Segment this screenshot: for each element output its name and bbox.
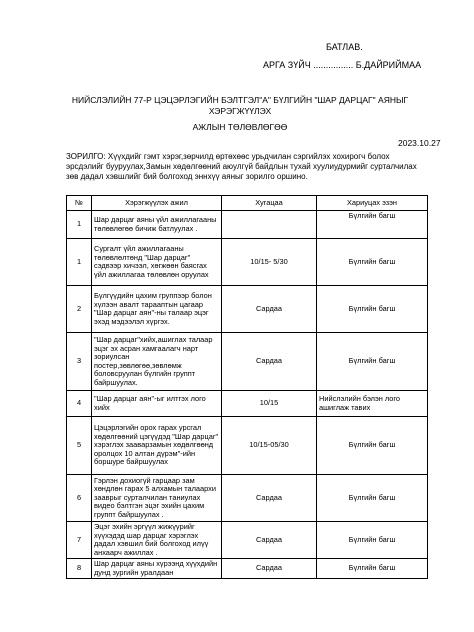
header-due: Хугацаа [222,196,317,211]
row-activity: Цэцэрлэгийн орох гарах урсгал хөдөлгөөний цэгүүдэд "Шар дарцаг" хэрэглэх зааварзамын хөдөлгөөнд оролцох 10 алтан дүрэм"-ийн боршуре байршуулах [92,417,222,475]
table-row [67,522,428,559]
row-number: 3 [67,333,92,391]
goal-paragraph: ЗОРИЛГО: Хүүхдийг гэмт хэрэг,зөрчилд өртөхөөс урьдчилан сэргийлэх хохирогч болох эрсдэлийг бууруулах,Замын хөдөлгөөний аюулгүй байдлын тухай хуулиудурмийг сурталчилах зөв дадал хэвшлийг бий болгоход эннхүү аяныг зорилго оршино. [66,152,417,181]
row-activity: Гэрлэн дохиогүй гарцаар зам хөндлөн гарах 5 алхамын талаархи зааврыг сурталчилан таниулах видео бэлтгэн эцэг эхийн цахим группт байршуулах . [92,475,222,522]
plan-table [66,195,428,579]
table-row [67,417,428,475]
row-due: Сардаа [222,475,317,522]
row-due: 10/15-05/30 [222,417,317,475]
row-activity: "Шар дарцаг"хийх,ашиглах талаар эцэг эх асран хамгаалагч нарт зориулсан постер,зөвлөгөө,зөвлөмж боловсруулан бүлгийн группт байршуулах. [92,333,222,391]
row-activity: "Шар дарцаг аян"-ыг илтгэх лого хийх [92,391,222,417]
row-responsible: Нийслэлийн бэлэн лого ашиглаж тавих [317,391,428,417]
row-number: 1 [67,211,92,239]
row-number: 8 [67,559,92,579]
table-row [67,211,428,239]
row-responsible: Бүлгийн багш [317,286,428,333]
row-number: 5 [67,417,92,475]
row-due [222,211,317,239]
table-row [67,559,428,579]
header-responsible: Хариуцах эзэн [317,196,428,211]
row-responsible: Бүлгийн багш [317,239,428,286]
document-subtitle: АЖЛЫН ТӨЛӨВЛӨГӨӨ [192,122,288,132]
row-number: 2 [67,286,92,333]
row-due: 10/15 [222,391,317,417]
row-responsible: Бүлгийн багш [317,559,428,579]
row-number: 4 [67,391,92,417]
row-responsible: Бүлгийн багш [317,417,428,475]
header-activity: Хэрэгжүүлэх ажил [92,196,222,211]
table-row [67,475,428,522]
signatory-line: АРГА ЗҮЙЧ ................ Б.ДАЙРИЙМАА [263,60,422,70]
row-due: 10/15- 5/30 [222,239,317,286]
row-number: 7 [67,522,92,559]
table-row [67,286,428,333]
row-responsible: Бүлгийн багш [317,211,428,239]
row-due: Сардаа [222,333,317,391]
row-due: Сардаа [222,559,317,579]
row-activity: Сургалт үйл ажиллагааны төлөвлөлтөнд "Шар дарцаг" сэдвээр хичээл, хөгжөөн баясгах үйл ажиллагаа төлөвлөн оруулах [92,239,222,286]
header-number: № [67,196,92,211]
document-date: 2023.10.27 [398,138,441,148]
row-activity: Шар дарцаг аяны үйл ажиллагааны төлөвлөгөө бичиж батлуулах . [92,211,222,239]
table-row [67,239,428,286]
document-title: НИЙСЛЭЛИЙН 77-Р ЦЭЦЭРЛЭГИЙН БЭЛТГЭЛ"А" БҮЛГИЙН "ШАР ДАРЦАГ" АЯНЫГ ХЭРЭГЖҮҮЛЭХ [71,95,409,116]
row-responsible: Бүлгийн багш [317,475,428,522]
row-due: Сардаа [222,286,317,333]
row-number: 1 [67,239,92,286]
row-responsible: Бүлгийн багш [317,333,428,391]
table-row [67,333,428,391]
approve-label: БАТЛАВ. [326,42,363,52]
row-responsible: Бүлгийн багш [317,522,428,559]
row-activity: Шар дарцаг аяны хүрээнд хүүхдийн дунд зургийн уралдаан [92,559,222,579]
row-activity: Эцэг эхийн эргүүл жижүүрийг хүүхэдэд шар дарцаг хэрэглэх дадал хэвшил бий болгоход илүү анхаарч ажиллах . [92,522,222,559]
row-number: 6 [67,475,92,522]
table-row [67,391,428,417]
row-activity: Бүлгүүдийн цахим группээр болон хүлээн авалт тарааптын цагаар "Шар дарцаг аян"-ны талаар эцэг эхэд мэдээлэл хүргэх. [92,286,222,333]
table-header-row [67,196,428,211]
row-due: Сардаа [222,522,317,559]
